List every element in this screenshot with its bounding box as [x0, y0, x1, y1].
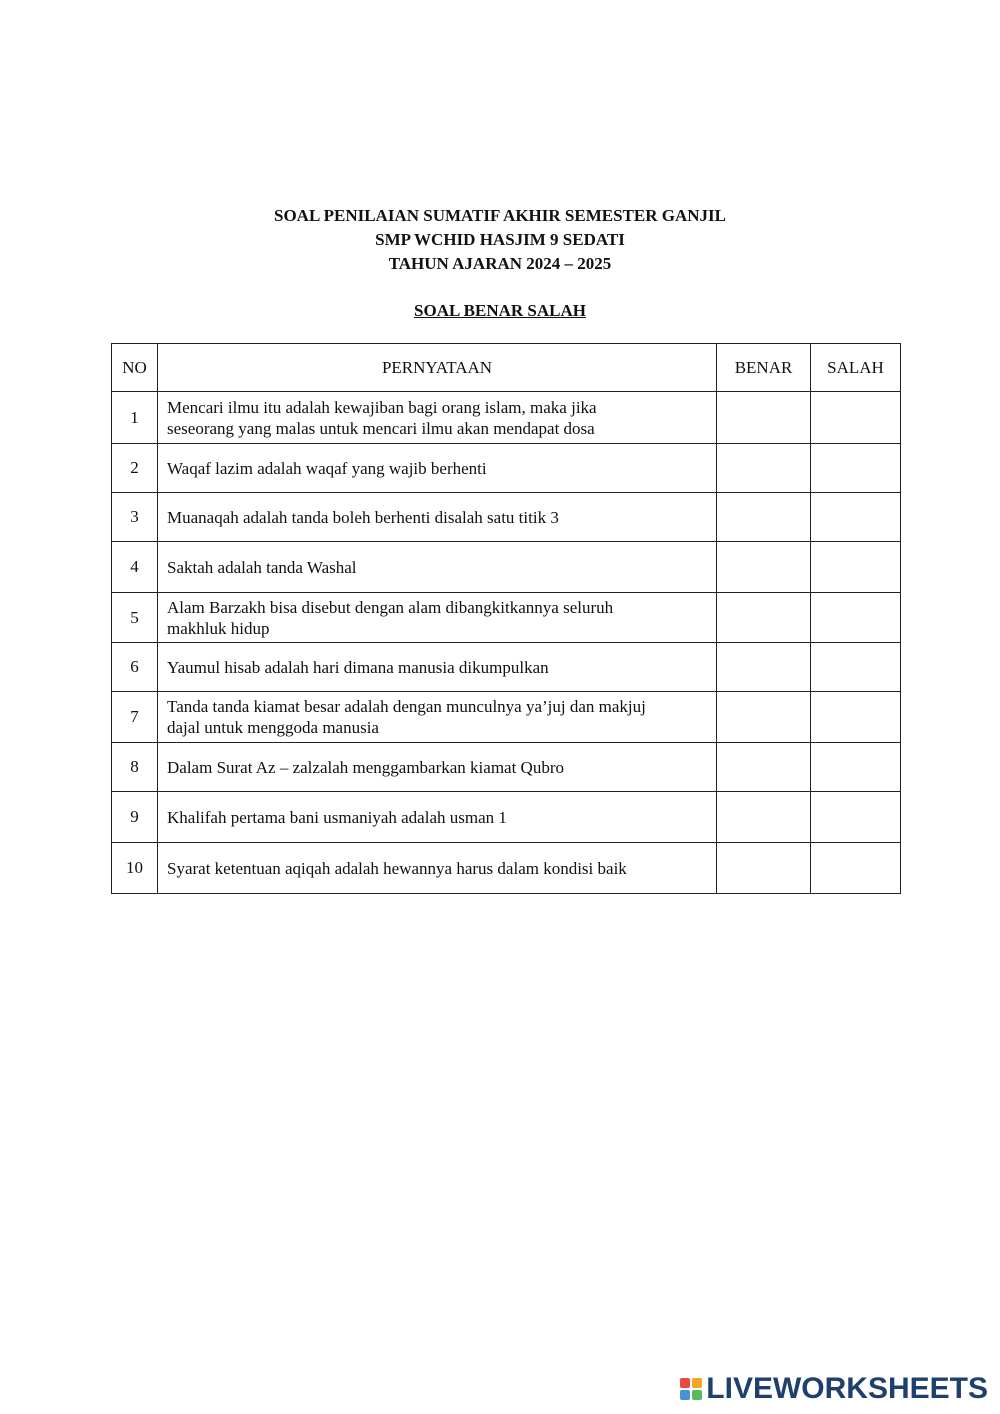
table-row: [112, 843, 901, 894]
table-header-row: [112, 344, 901, 392]
row-number: 7: [112, 692, 158, 743]
exam-title: SOAL PENILAIAN SUMATIF AKHIR SEMESTER GANJIL: [273, 206, 726, 225]
table-row: [112, 692, 901, 743]
statement-text: Syarat ketentuan aqiqah adalah hewannya harus dalam kondisi baik: [167, 858, 627, 878]
row-number: 1: [112, 392, 158, 444]
table-row: [112, 542, 901, 593]
statement-text: seseorang yang malas untuk mencari ilmu akan mendapat dosa: [167, 418, 595, 438]
answer-false-cell[interactable]: [811, 493, 901, 542]
section-title: SOAL BENAR SALAH: [414, 301, 586, 320]
statement-cell: [158, 542, 717, 593]
statement-text: Yaumul hisab adalah hari dimana manusia dikumpulkan: [167, 657, 549, 677]
answer-true-cell[interactable]: [717, 743, 811, 792]
answer-false-cell[interactable]: [811, 542, 901, 593]
statement-cell: [158, 493, 717, 542]
statement-text: dajal untuk menggoda manusia: [167, 718, 379, 737]
liveworksheets-brand: [680, 1372, 988, 1406]
statement-text: Khalifah pertama bani usmaniyah adalah usman 1: [167, 807, 507, 827]
table-row: [112, 392, 901, 444]
answer-true-cell[interactable]: [717, 392, 811, 444]
answer-true-cell[interactable]: [717, 593, 811, 643]
statement-text: Dalam Surat Az – zalzalah menggambarkan kiamat Qubro: [167, 757, 564, 777]
table-row: [112, 643, 901, 692]
statement-cell: [158, 843, 717, 894]
answer-true-cell[interactable]: [717, 444, 811, 493]
brand-wordmark: LIVEWORKSHEETS: [706, 1372, 988, 1405]
table-row: [112, 493, 901, 542]
answer-false-cell[interactable]: [811, 392, 901, 444]
statement-text: Tanda tanda kiamat besar adalah dengan munculnya ya’juj dan makjuj: [167, 697, 646, 716]
row-number: 9: [112, 792, 158, 843]
row-number: 5: [112, 593, 158, 643]
statement-cell: [158, 743, 717, 792]
answer-true-cell[interactable]: [717, 643, 811, 692]
header-no: NO: [112, 344, 158, 392]
table-row: [112, 743, 901, 792]
answer-false-cell[interactable]: [811, 843, 901, 894]
true-false-table: [111, 343, 901, 894]
answer-false-cell[interactable]: [811, 444, 901, 493]
answer-true-cell[interactable]: [717, 692, 811, 743]
statement-cell: [158, 444, 717, 493]
header-statement: PERNYATAAN: [158, 344, 717, 392]
row-number: 2: [112, 444, 158, 493]
row-number: 10: [112, 843, 158, 894]
school-name: SMP WCHID HASJIM 9 SEDATI: [375, 230, 625, 249]
table-row: [112, 444, 901, 493]
document-header: [0, 204, 1000, 276]
statement-cell: [158, 643, 717, 692]
logo-square-blue: [680, 1390, 690, 1400]
statement-text: Waqaf lazim adalah waqaf yang wajib berhenti: [167, 458, 487, 478]
answer-false-cell[interactable]: [811, 792, 901, 843]
header-false: SALAH: [811, 344, 901, 392]
academic-year: TAHUN AJARAN 2024 – 2025: [388, 254, 612, 273]
row-number: 8: [112, 743, 158, 792]
answer-false-cell[interactable]: [811, 692, 901, 743]
statement-text: Muanaqah adalah tanda boleh berhenti disalah satu titik 3: [167, 507, 559, 527]
statement-text: Saktah adalah tanda Washal: [167, 557, 357, 577]
logo-square-green: [692, 1390, 702, 1400]
answer-false-cell[interactable]: [811, 593, 901, 643]
answer-true-cell[interactable]: [717, 493, 811, 542]
table-row: [112, 792, 901, 843]
liveworksheets-logo-icon: [680, 1378, 702, 1400]
row-number: 4: [112, 542, 158, 593]
answer-true-cell[interactable]: [717, 792, 811, 843]
row-number: 6: [112, 643, 158, 692]
statement-cell: [158, 792, 717, 843]
statement-text: Mencari ilmu itu adalah kewajiban bagi orang islam, maka jika: [167, 397, 597, 417]
answer-false-cell[interactable]: [811, 743, 901, 792]
statement-text: Alam Barzakh bisa disebut dengan alam dibangkitkannya seluruh: [167, 597, 614, 617]
logo-square-red: [680, 1378, 690, 1388]
row-number: 3: [112, 493, 158, 542]
statement-cell: [158, 692, 717, 743]
answer-false-cell[interactable]: [811, 643, 901, 692]
answer-true-cell[interactable]: [717, 542, 811, 593]
header-true: BENAR: [717, 344, 811, 392]
statement-cell: [158, 593, 717, 643]
statement-text: makhluk hidup: [167, 618, 270, 638]
statement-cell: [158, 392, 717, 444]
answer-true-cell[interactable]: [717, 843, 811, 894]
logo-square-orange: [692, 1378, 702, 1388]
table-row: [112, 593, 901, 643]
